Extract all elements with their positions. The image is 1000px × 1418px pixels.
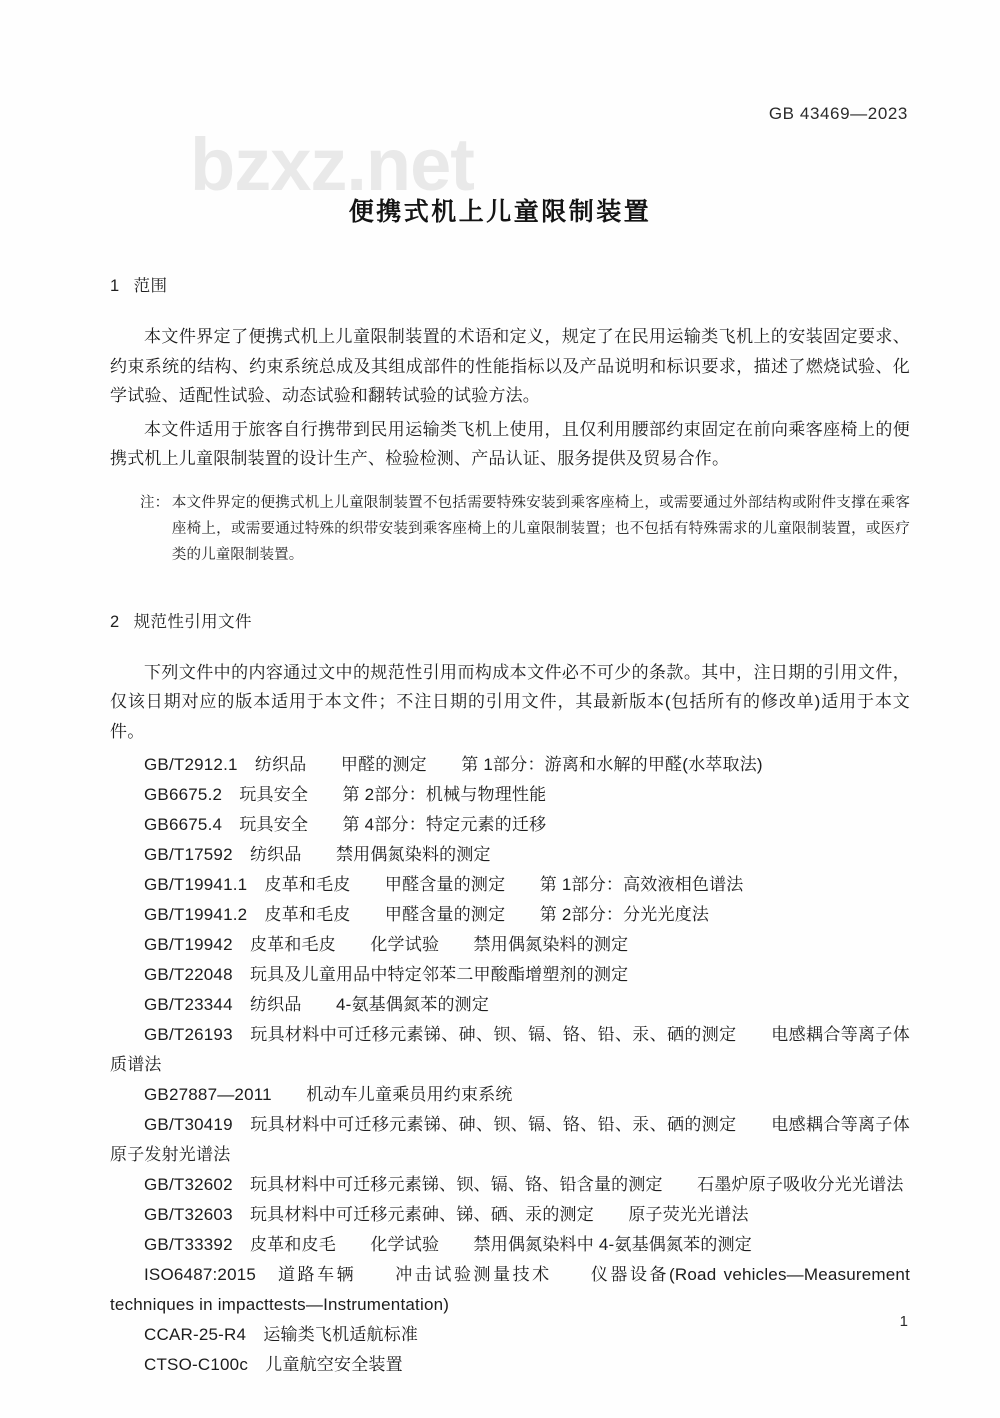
list-item: GB/T22048 玩具及儿童用品中特定邻苯二甲酸酯增塑剂的测定 (144, 965, 629, 984)
list-item: GB/T32603 玩具材料中可迁移元素砷、锑、硒、汞的测定 原子荧光光谱法 (144, 1205, 749, 1224)
section-number-2: 2 (110, 612, 120, 631)
section-2-paragraph-1: 下列文件中的内容通过文中的规范性引用而构成本文件必不可少的条款。其中，注日期的引用文件，仅该日期对应的版本适用于本文件；不注日期的引用文件，其最新版本(包括所有的修改单)适用于本文件。 (110, 662, 910, 741)
section-1-paragraph-1: 本文件界定了便携式机上儿童限制装置的术语和定义，规定了在民用运输类飞机上的安装固定要求、约束系统的结构、约束系统总成及其组成部件的性能指标以及产品说明和标识要求，描述了燃烧试验、化学试验、适配性试验、动态试验和翻转试验的试验方法。 (110, 327, 910, 405)
footer-page-number: 1 (899, 1313, 908, 1330)
section-heading-2 (110, 608, 910, 632)
list-item: GB/T19942 皮革和毛皮 化学试验 禁用偶氮染料的测定 (144, 935, 629, 954)
list-item: GB/T32602 玩具材料中可迁移元素锑、钡、镉、铬、铅含量的测定 石墨炉原子吸收分光光谱法 (144, 1175, 904, 1194)
list-item: GB/T2912.1 纺织品 甲醛的测定 第 1部分：游离和水解的甲醛(水萃取法) (144, 755, 763, 774)
list-item: CCAR-25-R4 运输类飞机适航标准 (144, 1325, 419, 1344)
note-text: 本文件界定的便携式机上儿童限制装置不包括需要特殊安装到乘客座椅上，或需要通过外部结构或附件支撑在乘客座椅上，或需要通过特殊的织带安装到乘客座椅上的儿童限制装置；也不包括有特殊需求的儿童限制装置，或医疗类的儿童限制装置。 (171, 494, 910, 563)
section-title-1: 范围 (133, 277, 168, 295)
list-item: CTSO-C100c 儿童航空安全装置 (144, 1355, 403, 1374)
section-heading-1 (110, 272, 910, 296)
note-body (140, 490, 910, 568)
section-number-1: 1 (110, 277, 120, 295)
list-item: GB/T23344 纺织品 4-氨基偶氮苯的测定 (144, 995, 490, 1014)
list-item: ISO6487:2015 道路车辆 冲击试验测量技术 仪器设备(Road vehicles—Measurement techniques in impacttests—Instrumentation) (110, 1265, 910, 1314)
list-item: GB/T33392 皮革和皮毛 化学试验 禁用偶氮染料中 4-氨基偶氮苯的测定 (144, 1235, 752, 1254)
document-body (110, 272, 910, 1380)
section-title-2: 规范性引用文件 (133, 612, 252, 631)
running-header-standard-number: GB 43469—2023 (768, 104, 908, 123)
page-title: 便携式机上儿童限制装置 (348, 198, 652, 226)
list-item: GB6675.2 玩具安全 第 2部分：机械与物理性能 (144, 785, 547, 804)
list-item: GB/T26193 玩具材料中可迁移元素锑、砷、钡、镉、铬、铅、汞、硒的测定 电感耦合等离子体质谱法 (110, 1025, 910, 1074)
note-label: 注： (140, 494, 170, 511)
normative-references-list (110, 750, 910, 1380)
list-item: GB6675.4 玩具安全 第 4部分：特定元素的迁移 (144, 815, 547, 834)
list-item: GB/T19941.1 皮革和毛皮 甲醛含量的测定 第 1部分：高效液相色谱法 (144, 875, 744, 894)
list-item: GB/T17592 纺织品 禁用偶氮染料的测定 (144, 845, 491, 864)
list-item: GB27887—2011 机动车儿童乘员用约束系统 (144, 1085, 513, 1104)
section-1-paragraph-2: 本文件适用于旅客自行携带到民用运输类飞机上使用，且仅利用腰部约束固定在前向乘客座椅上的便携式机上儿童限制装置的设计生产、检验检测、产品认证、服务提供及贸易合作。 (110, 419, 910, 468)
list-item: GB/T30419 玩具材料中可迁移元素锑、砷、钡、镉、铬、铅、汞、硒的测定 电感耦合等离子体原子发射光谱法 (110, 1115, 910, 1164)
list-item: GB/T19941.2 皮革和毛皮 甲醛含量的测定 第 2部分：分光光度法 (144, 905, 710, 924)
watermark: bzxz.net (190, 123, 474, 206)
section-1-note (110, 490, 910, 568)
